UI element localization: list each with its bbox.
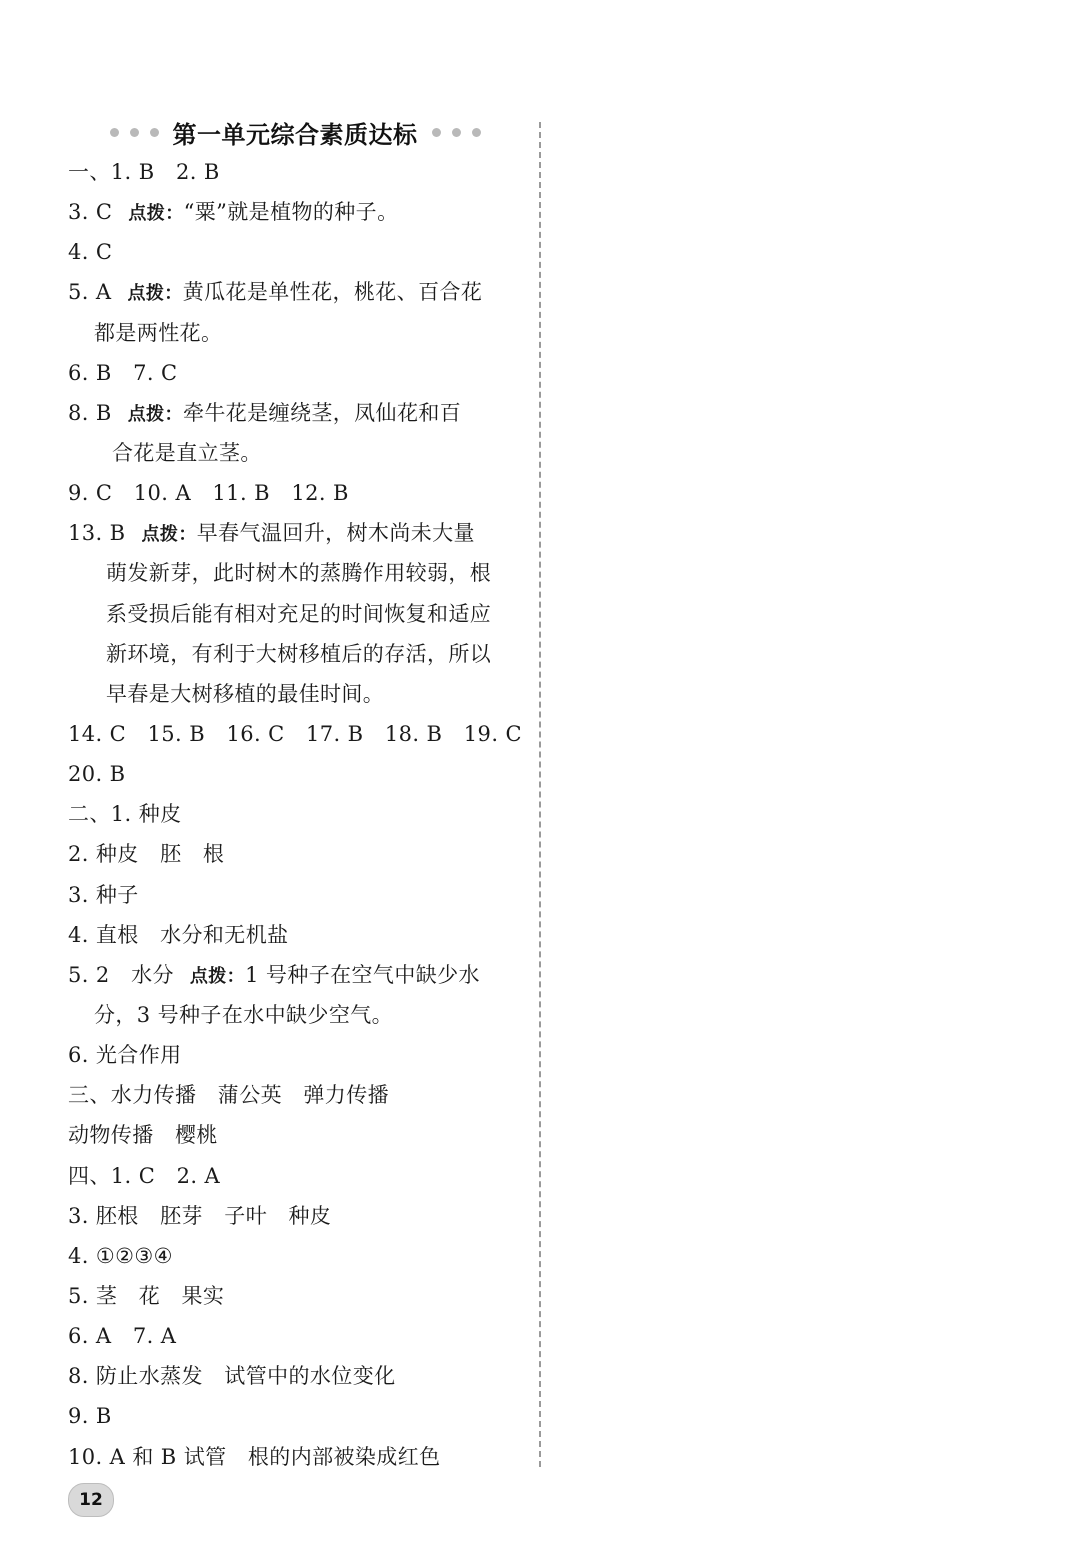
answer-line — [68, 152, 528, 192]
answer-line — [68, 433, 528, 473]
decorative-dot — [150, 128, 159, 137]
answer-line — [68, 1035, 528, 1075]
answer-text: 分，3 号种子在水中缺少空气。 — [94, 1002, 394, 1027]
answer-line — [68, 1356, 528, 1396]
decorative-dot — [130, 128, 139, 137]
answer-line — [68, 594, 528, 634]
decorative-dot — [452, 128, 461, 137]
answer-text: 4. ①②③④ — [68, 1243, 173, 1268]
answer-line — [68, 1115, 528, 1155]
answer-line — [68, 794, 528, 834]
answer-text: 9. C 10. A 11. B 12. B — [68, 481, 349, 506]
answer-text: 动物传播 樱桃 — [68, 1123, 218, 1148]
answer-text: 3. 胚根 胚芽 子叶 种皮 — [68, 1203, 332, 1228]
answer-text: 10. A 和 B 试管 根的内部被染成红色 — [68, 1444, 441, 1469]
answer-text: 新环境，有利于大树移植后的存活，所以 — [106, 641, 492, 666]
answer-text: 二、1. 种皮 — [68, 802, 182, 827]
answer-line — [68, 1396, 528, 1436]
answer-line — [68, 353, 528, 393]
section-header — [100, 112, 490, 152]
page-number-badge: 12 — [68, 1483, 114, 1517]
answer-line — [68, 313, 528, 353]
answer-text: 8. B — [68, 400, 112, 425]
answer-text: 5. A — [68, 280, 112, 305]
tip-text: 1 号种子在空气中缺少水 — [245, 962, 480, 987]
answer-text: 合花是直立茎。 — [112, 440, 262, 465]
answer-text: 三、水力传播 蒲公英 弹力传播 — [68, 1083, 389, 1108]
answer-line — [68, 513, 528, 553]
answer-text: 早春是大树移植的最佳时间。 — [106, 681, 385, 706]
tip-label: 点拨： — [189, 965, 246, 987]
answer-line — [68, 473, 528, 513]
answer-line — [68, 714, 528, 754]
answer-text: 系受损后能有相对充足的时间恢复和适应 — [106, 601, 492, 626]
answer-line — [68, 875, 528, 915]
answer-text: 4. 直根 水分和无机盐 — [68, 922, 289, 947]
answer-line — [68, 272, 528, 312]
decorative-dot — [472, 128, 481, 137]
answer-line — [68, 1437, 528, 1477]
answer-line — [68, 1156, 528, 1196]
right-dots — [432, 128, 481, 137]
answer-line — [68, 1075, 528, 1115]
decorative-dot — [432, 128, 441, 137]
answer-text: 一、1. B 2. B — [68, 160, 220, 184]
answer-text: 2. 种皮 胚 根 — [68, 842, 225, 867]
answer-text: 6. A 7. A — [68, 1324, 177, 1349]
answer-line — [68, 192, 528, 232]
answer-text: 3. 种子 — [68, 882, 139, 907]
answer-line — [68, 1276, 528, 1316]
answer-text: 6. B 7. C — [68, 360, 178, 385]
tip-text: 牵牛花是缠绕茎，凤仙花和百 — [182, 400, 462, 425]
tip-label: 点拨： — [127, 283, 183, 305]
answer-text: 14. C 15. B 16. C 17. B 18. B 19. C — [68, 721, 522, 746]
section-title: 第一单元综合素质达标 — [172, 120, 418, 149]
answer-line — [68, 754, 528, 794]
answer-line — [68, 915, 528, 955]
tip-label: 点拨： — [141, 524, 197, 546]
answer-line — [68, 553, 528, 593]
answer-text: 13. B — [68, 521, 126, 546]
answer-text: 6. 光合作用 — [68, 1043, 182, 1068]
answer-text: 9. B — [68, 1404, 112, 1429]
tip-text: 黄瓜花是单性花，桃花、百合花 — [182, 280, 483, 305]
answer-text: 都是两性花。 — [94, 320, 223, 345]
answer-list — [68, 152, 528, 1477]
answer-line — [68, 634, 528, 674]
decorative-dot — [110, 128, 119, 137]
answer-text: 萌发新芽，此时树木的蒸腾作用较弱，根 — [106, 561, 492, 586]
tip-label: 点拨： — [127, 403, 183, 425]
answer-text: 8. 防止水蒸发 试管中的水位变化 — [68, 1364, 396, 1389]
answer-text: 5. 2 水分 — [68, 962, 174, 987]
answer-line — [68, 1236, 528, 1276]
answer-text: 20. B — [68, 762, 126, 787]
answer-line — [68, 674, 528, 714]
answer-text: 四、1. C 2. A — [68, 1163, 221, 1188]
answer-text: 3. C — [68, 200, 113, 225]
tip-text: 早春气温回升，树木尚未大量 — [196, 521, 475, 546]
answer-text: 5. 茎 花 果实 — [68, 1283, 225, 1308]
answer-line — [68, 1316, 528, 1356]
answer-line — [68, 834, 528, 874]
answer-line — [68, 955, 528, 995]
tip-label: 点拨： — [128, 203, 184, 225]
left-dots — [110, 128, 159, 137]
answer-line — [68, 1196, 528, 1236]
answer-line — [68, 995, 528, 1035]
tip-text: “粟”就是植物的种子。 — [183, 200, 399, 225]
answer-text: 4. C — [68, 240, 113, 265]
answer-line — [68, 232, 528, 272]
column-divider — [539, 122, 541, 1467]
answer-line — [68, 393, 528, 433]
